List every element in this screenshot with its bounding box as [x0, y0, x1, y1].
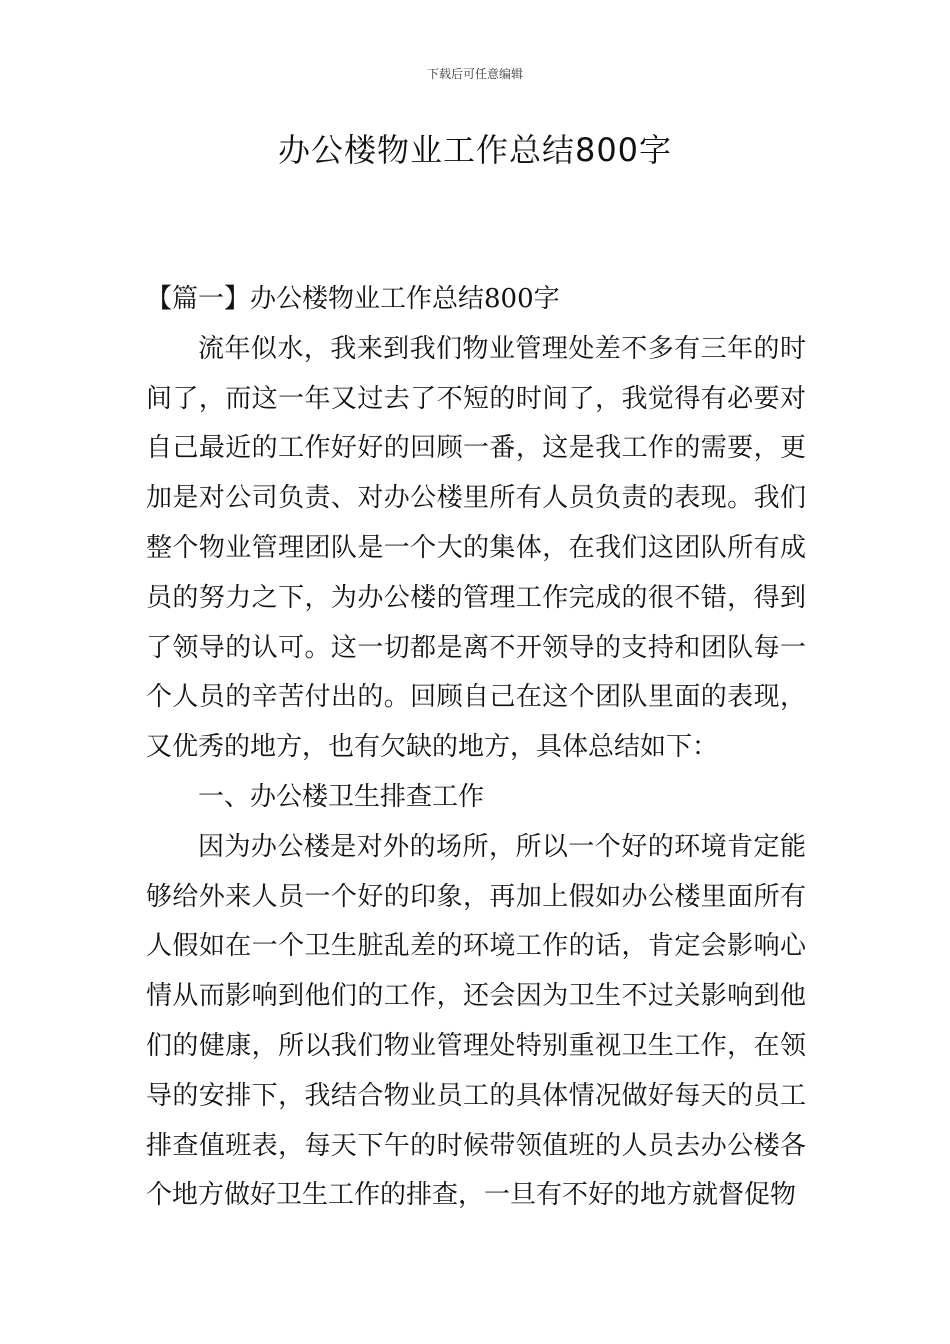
body-paragraph: 因为办公楼是对外的场所，所以一个好的环境肯定能够给外来人员一个好的印象，再加上假如办公楼里面所有人假如在一个卫生脏乱差的环境工作的话，肯定会影响心情从而影响到他们的工作，还会因为卫生不过关影响到他们的健康，所以我们物业管理处特别重视卫生工作，在领导的安排下，我结合物业员工的具体情况做好每天的员工排查值班表，每天下午的时候带领值班的人员去办公楼各个地方做好卫生工作的排查，一旦有不好的地方就督促物: [146, 831, 806, 1211]
document-title: 办公楼物业工作总结800字: [277, 131, 673, 169]
document-body: [146, 275, 806, 1221]
section-heading: 【篇一】办公楼物业工作总结800字: [146, 284, 560, 314]
header-note: 下载后可任意编辑: [426, 67, 523, 81]
body-paragraph: 流年似水，我来到我们物业管理处差不多有三年的时间了，而这一年又过去了不短的时间了，我觉得有必要对自己最近的工作好好的回顾一番，这是我工作的需要，更加是对公司负责、对办公楼里所有人员负责的表现。我们整个物业管理团队是一个大的集体，在我们这团队所有成员的努力之下，为办公楼的管理工作完成的很不错，得到了领导的认可。这一切都是离不开领导的支持和团队每一个人员的辛苦付出的。回顾自己在这个团队里面的表现，又优秀的地方，也有欠缺的地方，具体总结如下：: [146, 333, 806, 763]
subsection-heading: 一、办公楼卫生排查工作: [198, 781, 485, 812]
